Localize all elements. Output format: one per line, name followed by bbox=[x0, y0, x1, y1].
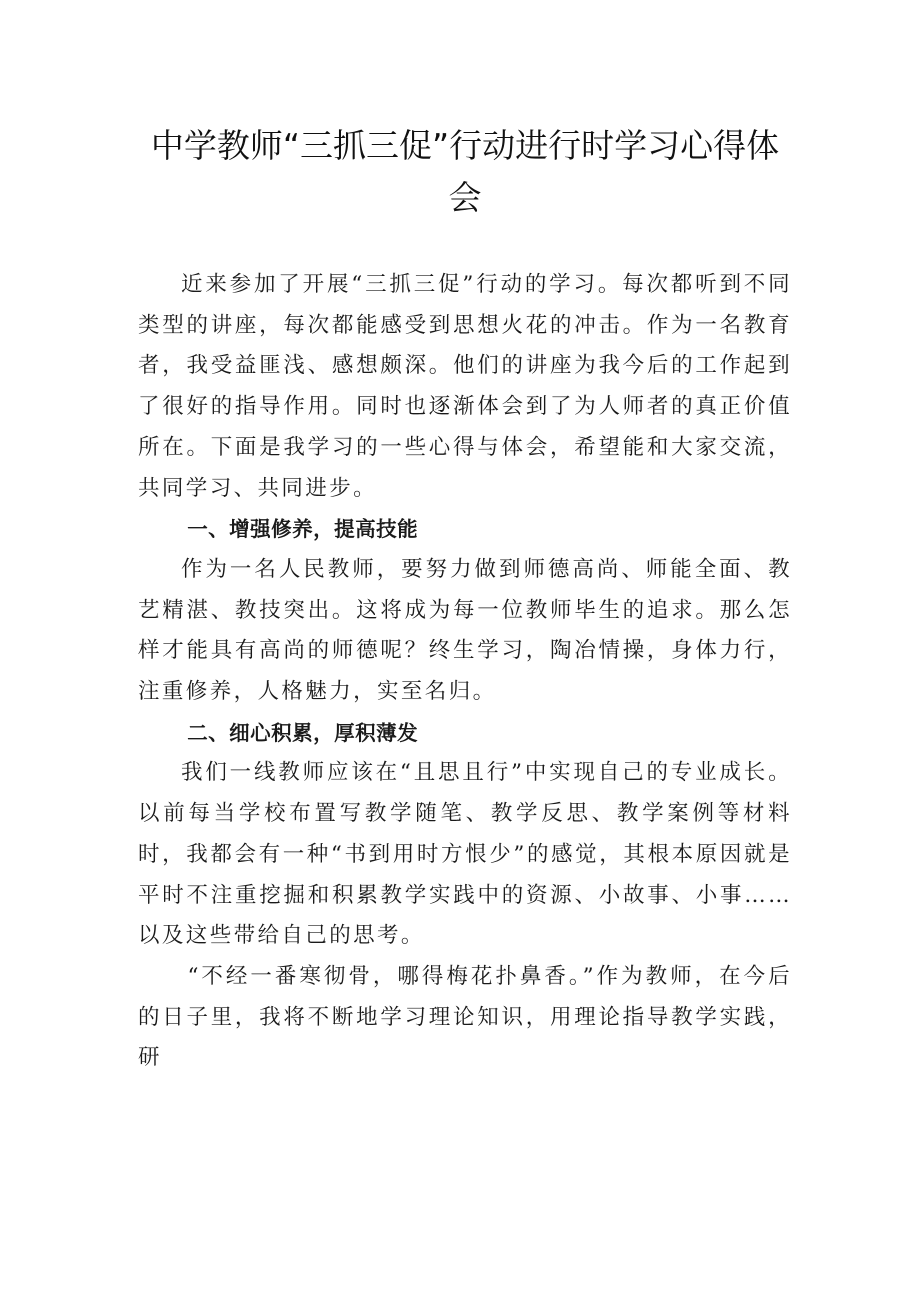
document-body bbox=[138, 265, 792, 1079]
document-page bbox=[138, 120, 792, 1079]
paragraph-quote: “不经一番寒彻骨，哪得梅花扑鼻香。”作为教师，在今后的日子里，我将不断地学习理论知识，用理论指导教学实践，研 bbox=[138, 963, 792, 1071]
paragraph-intro: 近来参加了开展“三抓三促”行动的学习。每次都听到不同类型的讲座，每次都能感受到思想火花的冲击。作为一名教育者，我受益匪浅、感想颇深。他们的讲座为我今后的工作起到了很好的指导作用。同时也逐渐体会到了为人师者的真正价值所在。下面是我学习的一些心得与体会，希望能和大家交流，共同学习、共同进步。 bbox=[138, 272, 792, 501]
section-heading-1: 一、增强修养，提高技能 bbox=[187, 517, 419, 542]
paragraph-section-2: 我们一线教师应该在“且思且行”中实现自己的专业成长。以前每当学校布置写教学随笔、教学反思、教学案例等材料时，我都会有一种“书到用时方恨少”的感觉，其根本原因就是平时不注重挖掘和积累教学实践中的资源、小故事、小事……以及这些带给自己的思考。 bbox=[138, 760, 792, 949]
section-heading-2: 二、细心积累，厚积薄发 bbox=[187, 720, 419, 745]
paragraph-section-1: 作为一名人民教师，要努力做到师德高尚、师能全面、教艺精湛、教技突出。这将成为每一位教师毕生的追求。那么怎样才能具有高尚的师德呢？终生学习，陶冶情操，身体力行，注重修养，人格魅力，实至名归。 bbox=[138, 556, 792, 705]
document-title: 中学教师“三抓三促”行动进行时学习心得体会 bbox=[150, 126, 780, 217]
